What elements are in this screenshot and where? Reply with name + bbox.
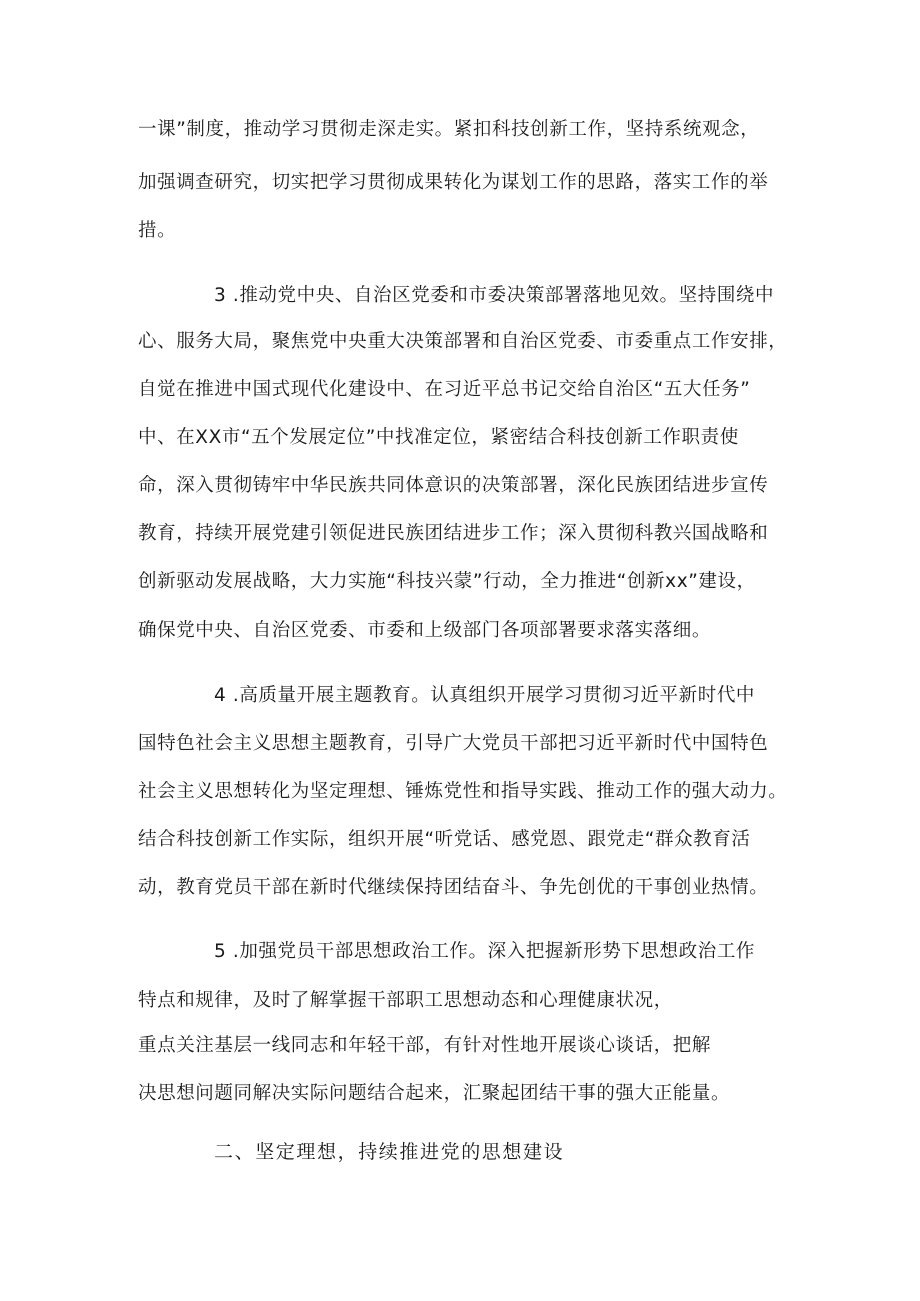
paragraph-line: 动，教育党员干部在新时代继续保持团结奋斗、争先创优的干事创业热情。 <box>138 877 769 898</box>
paragraph-line: 中、在XX市“五个发展定位”中找准定位，紧密结合科技创新工作职责使 <box>138 427 739 448</box>
paragraph-line: 国特色社会主义思想主题教育，引导广大党员干部把习近平新时代中国特色 <box>138 733 769 754</box>
paragraph-line: 创新驱动发展战略，大力实施“科技兴蒙”行动，全力推进“创新xx”建设， <box>138 571 756 592</box>
paragraph-line: 措。 <box>138 220 177 241</box>
paragraph-line: 5 .加强党员干部思想政治工作。深入把握新形势下思想政治工作 <box>214 941 756 962</box>
paragraph-line: 决思想问题同解决实际问题结合起来，汇聚起团结干事的强大正能量。 <box>138 1083 731 1104</box>
paragraph-line: 结合科技创新工作实际，组织开展“听党话、感党恩、跟党走“群众教育活 <box>138 829 751 850</box>
paragraph-line: 心、服务大局，聚焦党中央重大决策部署和自治区党委、市委重点工作安排， <box>138 331 788 352</box>
paragraph-line: 加强调查研究，切实把学习贯彻成果转化为谋划工作的思路，落实工作的举 <box>138 172 769 193</box>
paragraph-line: 命，深入贯彻铸牢中华民族共同体意识的决策部署，深化民族团结进步宣传 <box>138 475 769 496</box>
paragraph-line: 特点和规律，及时了解掌握干部职工思想动态和心理健康状况， <box>138 990 673 1011</box>
paragraph-line: 4 .高质量开展主题教育。认真组织开展学习贯彻习近平新时代中 <box>214 685 756 706</box>
paragraph-line: 确保党中央、自治区党委、市委和上级部门各项部署要求落实落细。 <box>138 620 712 641</box>
paragraph-line: 一课”制度，推动学习贯彻走深走实。紧扣科技创新工作，坚持系统观念， <box>138 119 760 140</box>
section-heading: 二、坚定理想，持续推进党的思想建设 <box>214 1141 565 1163</box>
paragraph-line: 教育，持续开展党建引领促进民族团结进步工作；深入贯彻科教兴国战略和 <box>138 523 769 544</box>
paragraph-line: 社会主义思想转化为坚定理想、锤炼党性和指导实践、推动工作的强大动力。 <box>138 781 788 802</box>
paragraph-line: 3 .推动党中央、自治区党委和市委决策部署落地见效。坚持围绕中 <box>214 285 775 306</box>
paragraph-line: 重点关注基层一线同志和年轻干部，有针对性地开展谈心谈话，把解 <box>138 1035 712 1056</box>
paragraph-line: 自觉在推进中国式现代化建设中、在习近平总书记交给自治区“五大任务” <box>138 379 751 400</box>
